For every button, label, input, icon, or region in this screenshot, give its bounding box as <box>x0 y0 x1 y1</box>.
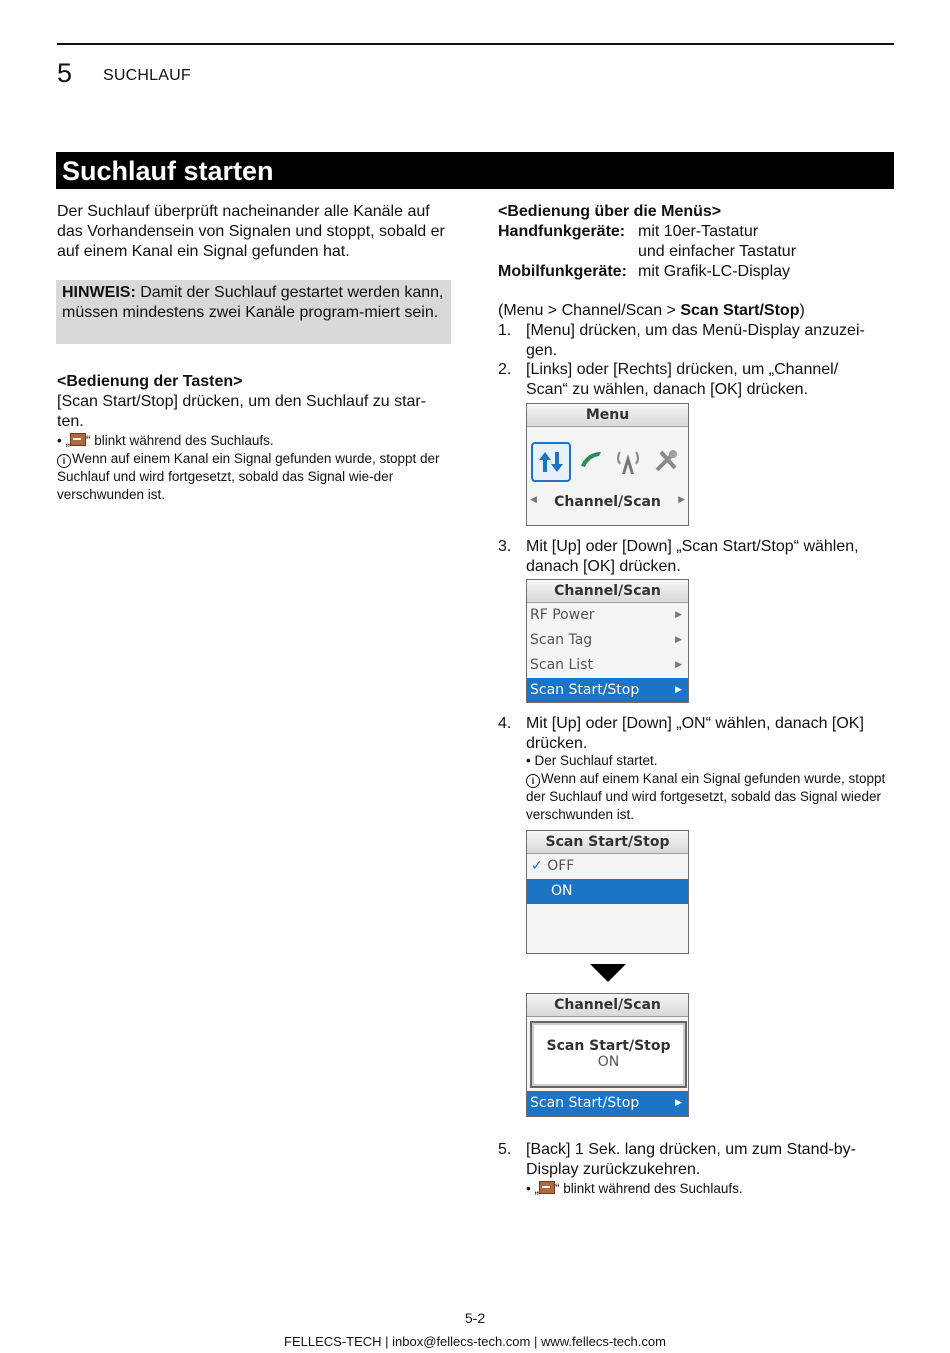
antenna-icon <box>613 446 643 480</box>
step-4-bullet: • Der Suchlauf startet. <box>526 753 658 768</box>
step-5-num: 5. <box>498 1141 512 1158</box>
bullet-suffix: “ blinkt während des Suchlaufs. <box>85 433 274 448</box>
page-number: 5-2 <box>464 1310 486 1326</box>
section-title-bar <box>56 152 894 189</box>
handheld-value-1: mit 10er-Tastatur <box>638 223 759 240</box>
down-arrow-icon <box>590 964 626 982</box>
list-item-rf-power <box>527 603 688 628</box>
step-2-num: 2. <box>498 361 512 378</box>
list-item-scan-list <box>527 653 688 678</box>
channel-scan-icon <box>531 442 571 482</box>
path-bold: Scan Start/Stop <box>680 302 800 319</box>
mobile-value: mit Grafik-LC-Display <box>638 263 791 280</box>
menu-screen <box>526 403 689 526</box>
left-info-text: Wenn auf einem Kanal ein Signal gefunden wurde, stoppt der Suchlauf und wird fortgesetzt, sobald das Signal wie-der verschwunden ist. <box>57 451 440 502</box>
step-5-bullet <box>526 1180 743 1198</box>
intro-paragraph: Der Suchlauf überprüft nacheinander alle Kanäle auf das Vorhandensein von Signalen und stoppt, sobald er auf einem Kanal ein Signal gefunden hat. <box>57 203 445 260</box>
note-body: Damit der Suchlauf gestartet werden kann, müssen mindestens zwei Kanäle program-miert sein. <box>62 284 444 321</box>
list-item-scan-start-stop <box>527 678 688 703</box>
option-off <box>527 854 688 879</box>
menu-screen-label: Channel/Scan <box>554 494 661 510</box>
chevron-right-icon: ▶ <box>675 610 682 620</box>
option-label: OFF <box>547 858 575 874</box>
step-1-text: [Menu] drücken, um das Menü-Display anzuzei-gen. <box>526 322 865 359</box>
list-item-label: Scan List <box>530 657 593 673</box>
path-suffix: ) <box>799 302 805 319</box>
step-4-num: 4. <box>498 715 512 732</box>
step-4-text: Mit [Up] oder [Down] „ON“ wählen, danach [OK] drücken. <box>526 715 864 752</box>
chevron-right-icon: ▶ <box>675 660 682 670</box>
menu-path <box>498 301 805 321</box>
step-1-num: 1. <box>498 322 512 339</box>
step-3-text: Mit [Up] oder [Down] „Scan Start/Stop“ wählen, danach [OK] drücken. <box>526 538 859 575</box>
info-icon: i <box>526 774 540 788</box>
left-info <box>57 450 452 504</box>
channel-scan-screen <box>526 579 689 703</box>
handheld-value-2: und einfacher Tastatur <box>638 243 797 260</box>
result-popup-title: Scan Start/Stop <box>546 1038 671 1054</box>
footer-credit: FELLECS-TECH | inbox@fellecs-tech.com | www.fellecs-tech.com <box>284 1334 666 1349</box>
chevron-right-icon: ▶ <box>675 685 682 695</box>
step-4-info <box>526 770 894 824</box>
menu-heading: <Bedienung über die Menüs> <box>498 203 722 220</box>
left-bullet <box>57 432 274 450</box>
chapter-title: SUCHLAUF <box>103 67 191 84</box>
bullet-prefix: • „ <box>526 1181 539 1196</box>
tools-icon <box>651 446 681 480</box>
step-3-num: 3. <box>498 538 512 555</box>
info-icon: i <box>57 454 71 468</box>
chapter-number: 5 <box>57 58 73 88</box>
chevron-right-icon: ▶ <box>675 635 682 645</box>
phone-icon <box>575 446 605 480</box>
header-rule <box>57 43 894 45</box>
handheld-label: Handfunkgeräte: <box>498 223 626 240</box>
path-prefix: (Menu > Channel/Scan > <box>498 302 681 319</box>
result-footer-label: Scan Start/Stop <box>530 1095 640 1111</box>
result-screen <box>526 993 689 1117</box>
bullet-prefix: • „ <box>57 433 70 448</box>
list-item-label: Scan Tag <box>530 632 593 648</box>
channel-scan-title: Channel/Scan <box>527 580 688 603</box>
bullet-suffix: “ blinkt während des Suchlaufs. <box>554 1181 743 1196</box>
option-on <box>527 879 688 904</box>
scan-icon <box>539 1181 555 1194</box>
step-2-text: [Links] oder [Rechts] drücken, um „Channel/ Scan“ zu wählen, danach [OK] drücken. <box>526 361 839 398</box>
step-4-info-text: Wenn auf einem Kanal ein Signal gefunden wurde, stoppt der Suchlauf und wird fortgesetzt, sobald das Signal wieder verschwunden ist. <box>526 771 886 822</box>
note-box <box>56 280 451 344</box>
result-popup <box>530 1021 687 1088</box>
result-screen-title: Channel/Scan <box>527 994 688 1017</box>
chevron-right-icon: ▶ <box>675 1098 682 1108</box>
result-footer-row <box>527 1091 688 1116</box>
option-label: ON <box>551 883 573 899</box>
list-item-label: Scan Start/Stop <box>530 682 640 698</box>
scan-start-stop-screen <box>526 830 689 954</box>
checkmark-icon: ✓ <box>531 858 543 874</box>
scan-start-stop-title: Scan Start/Stop <box>527 831 688 854</box>
left-arrow-icon: ◀ <box>530 495 537 505</box>
step-5-text: [Back] 1 Sek. lang drücken, um zum Stand-by-Display zurückzukehren. <box>526 1141 856 1178</box>
list-item-label: RF Power <box>530 607 595 623</box>
section-title: Suchlauf starten <box>62 156 274 186</box>
note-text <box>62 283 447 323</box>
note-label: HINWEIS: <box>62 284 136 301</box>
result-popup-value: ON <box>597 1054 620 1070</box>
right-arrow-icon: ▶ <box>678 495 685 505</box>
list-item-scan-tag <box>527 628 688 653</box>
keys-text: [Scan Start/Stop] drücken, um den Suchlauf zu star-ten. <box>57 393 427 430</box>
menu-screen-title: Menu <box>527 404 688 427</box>
scan-icon <box>70 433 86 446</box>
keys-heading: <Bedienung der Tasten> <box>57 373 243 390</box>
mobile-label: Mobilfunkgeräte: <box>498 263 627 280</box>
